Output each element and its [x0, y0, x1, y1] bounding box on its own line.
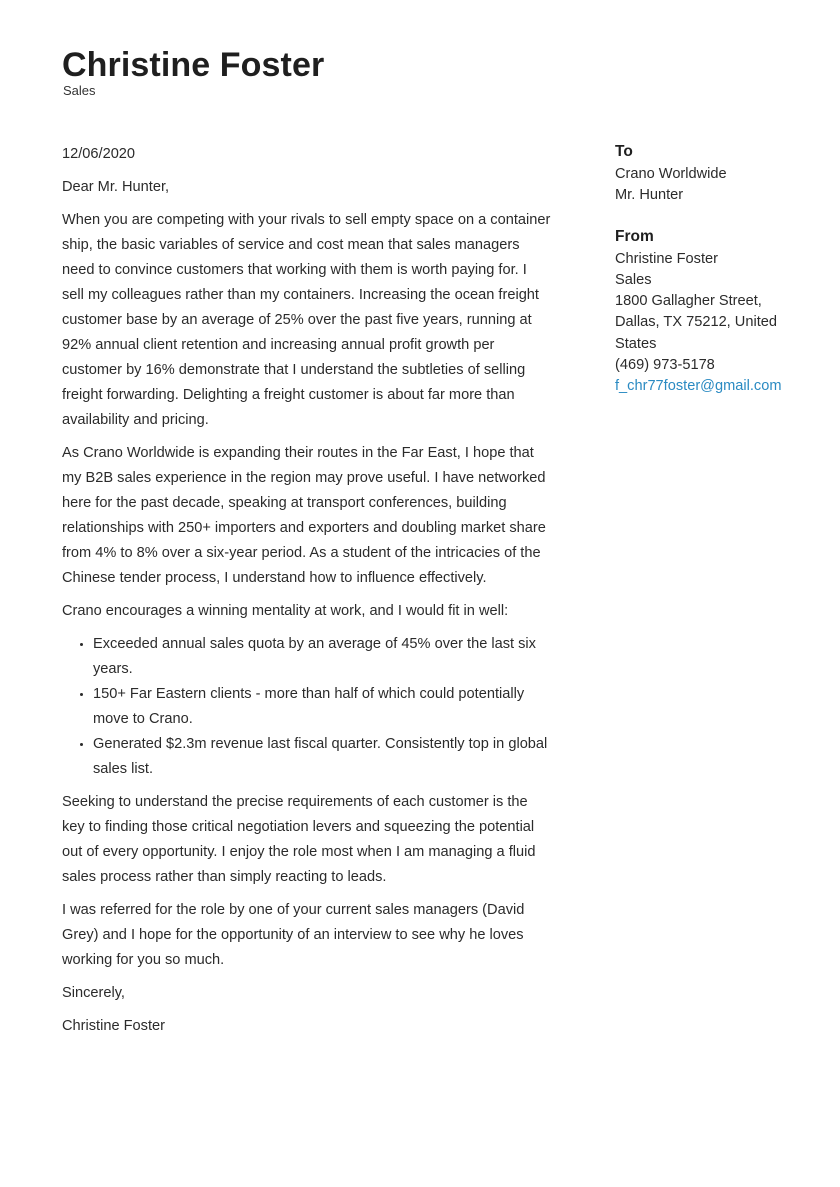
to-block	[615, 140, 815, 207]
list-item: • Exceeded annual sales quota by an average of 45% over the last six years.	[93, 632, 552, 682]
salutation: Dear Mr. Hunter,	[62, 179, 170, 195]
sidebar	[615, 140, 815, 416]
letter-body	[62, 142, 552, 1047]
applicant-name: Christine Foster	[62, 46, 325, 84]
list-item: • Generated $2.3m revenue last fiscal quarter. Consistently top in global sales list.	[93, 732, 552, 782]
sender-title: Sales	[615, 271, 652, 288]
recipient-name: Mr. Hunter	[615, 187, 684, 204]
paragraph-3: Crano encourages a winning mentality at work, and I would fit in well:	[62, 603, 509, 619]
paragraph-1: When you are competing with your rivals to sell empty space on a container ship, the basic variables of service and cost mean that sales managers need to convince customers that working with them is worth paying for. I sell my colleagues rather than my containers. Increasing the ocean freight customer base by an average of 25% over the past five years, running at 92% annual client retention and increasing annual profit growth per customer by 16% demonstrate that I understand the subtleties of selling freight forwarding. Delighting a freight customer is about far more than availability and pricing.	[62, 212, 551, 428]
sender-address-line3: States	[615, 335, 657, 352]
recipient-company: Crano Worldwide	[615, 166, 727, 182]
sender-address-line2: Dallas, TX 75212, United	[615, 314, 777, 331]
sender-name: Christine Foster	[615, 250, 718, 267]
sender-phone: (469) 973-5178	[615, 357, 715, 374]
from-heading: From	[615, 227, 654, 245]
to-heading: To	[615, 143, 633, 160]
list-item: • 150+ Far Eastern clients - more than half of which could potentially move to Crano.	[93, 682, 552, 732]
sender-address-line1: 1800 Gallagher Street,	[615, 293, 762, 310]
from-block	[615, 225, 815, 398]
paragraph-5: I was referred for the role by one of your current sales managers (David Grey) and I hope for the opportunity of an interview to see why he loves working for you so much.	[62, 902, 525, 968]
signature: Christine Foster	[62, 1018, 165, 1034]
applicant-title: Sales	[63, 83, 96, 98]
signoff: Sincerely,	[62, 985, 125, 1001]
sender-email-link[interactable]: f_chr77foster@gmail.com	[615, 378, 782, 395]
letter-date: 12/06/2020	[62, 146, 136, 162]
achievements-list	[62, 632, 552, 782]
paragraph-4: Seeking to understand the precise requirements of each customer is the key to finding those critical negotiation levers and squeezing the potential out of every opportunity. I enjoy the role most when I am managing a fluid sales process rather than simply reacting to leads.	[62, 794, 536, 885]
paragraph-2: As Crano Worldwide is expanding their routes in the Far East, I hope that my B2B sales experience in the region may prove useful. I have networked here for the past decade, speaking at transport conferences, building relationships with 250+ importers and exporters and doubling market share from 4% to 8% over a six-year period. As a student of the intricacies of the Chinese tender process, I understand how to influence effectively.	[62, 445, 546, 586]
